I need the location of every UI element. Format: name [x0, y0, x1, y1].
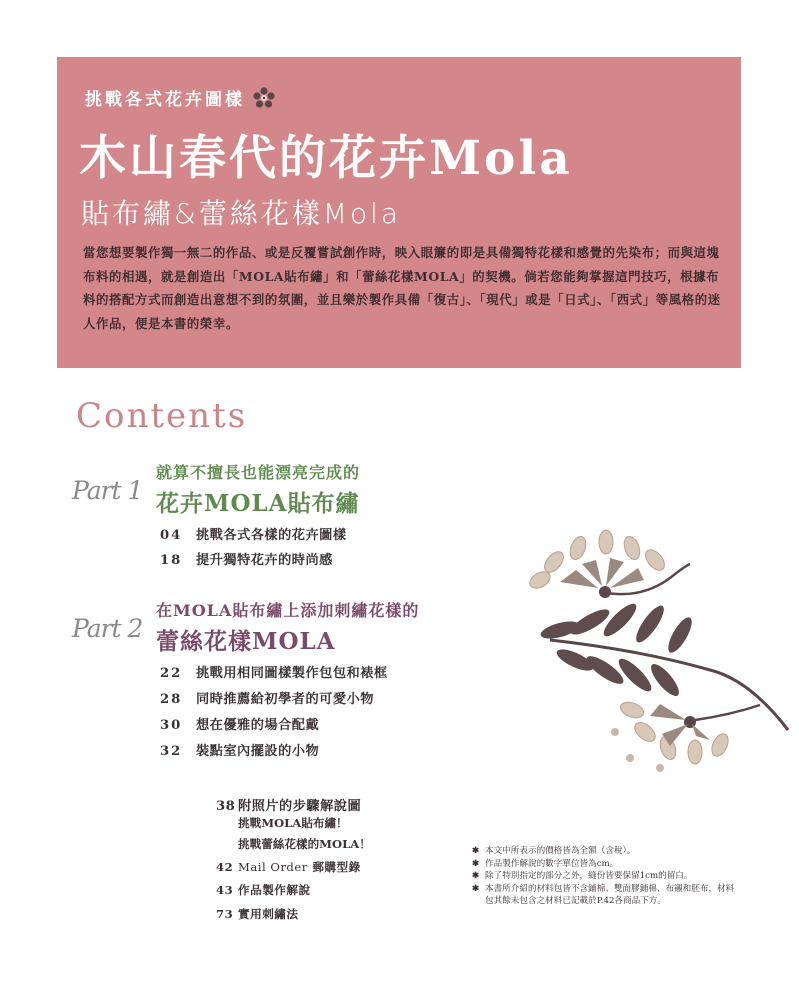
- toc-title: 挑戰用相同圖樣製作包包和裱框: [196, 666, 388, 681]
- note-item: [472, 883, 737, 908]
- part1-heading-line2: 花卉MOLA貼布繡: [156, 490, 360, 517]
- toc-sub-entry[interactable]: 挑戰MOLA貼布繡！: [238, 816, 348, 830]
- toc-title: 作品製作解說: [238, 883, 311, 897]
- toc-page-number: 28: [160, 692, 183, 707]
- note-item: [472, 870, 737, 883]
- part2-label: Part 2: [72, 614, 143, 643]
- part2-heading-line1: 在MOLA貼布繡上添加刺繡花樣的: [156, 601, 420, 620]
- note-text: 除了特別指定的部分之外，縫份皆要保留1cm的留白。: [485, 871, 693, 881]
- toc-entry[interactable]: [160, 549, 333, 568]
- note-item: [472, 858, 737, 871]
- book-subtitle: 貼布繡&蕾絲花樣Mola: [81, 197, 402, 230]
- toc-page-number: 73: [216, 907, 234, 921]
- toc-entry[interactable]: [160, 524, 347, 543]
- title-banner: [57, 57, 741, 368]
- note-star-icon: ✱: [472, 871, 480, 881]
- toc-page-number: 18: [160, 553, 183, 568]
- flower-emblem-icon: [253, 87, 275, 109]
- toc-entry[interactable]: [216, 906, 298, 922]
- toc-page-number: 32: [160, 744, 183, 759]
- toc-page-number: 38: [216, 799, 236, 814]
- banner-kicker-text: 挑戰各式花卉圖樣: [85, 90, 245, 110]
- toc-sub-entry[interactable]: 挑戰蕾絲花樣的MOLA！: [238, 837, 371, 851]
- part1-heading: [156, 460, 360, 518]
- book-title: 木山春代的花卉Mola: [79, 131, 573, 186]
- toc-entry[interactable]: [160, 740, 319, 759]
- note-text: 本文中所表示的價格皆為全額（含稅）。: [485, 846, 636, 856]
- note-star-icon: ✱: [472, 846, 480, 856]
- part1-heading-line1: 就算不擅長也能漂亮完成的: [156, 463, 361, 482]
- toc-page-number: 43: [216, 883, 234, 897]
- toc-entry[interactable]: [160, 688, 374, 707]
- note-star-icon: ✱: [472, 858, 480, 869]
- toc-page-number: 22: [160, 666, 183, 681]
- intro-paragraph: 當您想要製作獨一無二的作品、或是反覆嘗試創作時，映入眼簾的即是具備獨特花樣和感覺的先染布；而與這塊布料的相遇，就是創造出「MOLA貼布繡」和「蕾絲花樣MOLA」的契機。倘若您能夠掌握這門技巧，根據布料的搭配方式而創造出意想不到的氛圍，並且樂於製作具備「復古」、「現代」或是「日式」、「西式」等風格的迷人作品，便是本書的榮幸。: [83, 245, 721, 331]
- toc-title: 附照片的步驟解說圖: [238, 799, 362, 814]
- banner-kicker: [85, 85, 275, 110]
- toc-entry[interactable]: [160, 714, 319, 733]
- toc-title: 同時推薦給初學者的可愛小物: [196, 692, 374, 707]
- note-text: 作品製作解說的數字單位皆為cm。: [485, 858, 619, 869]
- toc-entry[interactable]: [160, 662, 388, 681]
- toc-title: 郵購型錄: [312, 860, 361, 874]
- toc-page-number: 42: [216, 860, 234, 874]
- note-star-icon: ✱: [472, 883, 480, 894]
- toc-title: 提升獨特花卉的時尚感: [196, 553, 333, 568]
- part2-heading: [156, 598, 419, 656]
- part2-heading-line2: 蕾絲花樣MOLA: [156, 628, 336, 655]
- toc-title: 實用刺繡法: [238, 907, 299, 921]
- toc-page-number: 04: [160, 528, 183, 543]
- note-text: 本書所介紹的材料包皆不含鋪棉、雙面膠鋪棉、布襯和胚布，材料包其餘未包含之材料已記載於P.42各商品下方。: [485, 883, 735, 906]
- toc-page-number: 30: [160, 718, 183, 733]
- part1-label: Part 1: [72, 476, 143, 505]
- toc-title: 裝點室內擺設的小物: [196, 744, 320, 759]
- contents-heading: Contents: [76, 396, 248, 436]
- toc-entry[interactable]: [216, 795, 361, 814]
- toc-title-en: Mail Order: [238, 860, 308, 874]
- toc-title: 挑戰各式各樣的花卉圖樣: [196, 528, 347, 543]
- notes-block: [472, 845, 737, 908]
- note-item: [472, 845, 737, 858]
- toc-entry[interactable]: [216, 859, 361, 875]
- toc-entry[interactable]: [216, 882, 311, 898]
- toc-title: 想在優雅的場合配戴: [196, 718, 320, 733]
- flower-illustration: [520, 520, 795, 775]
